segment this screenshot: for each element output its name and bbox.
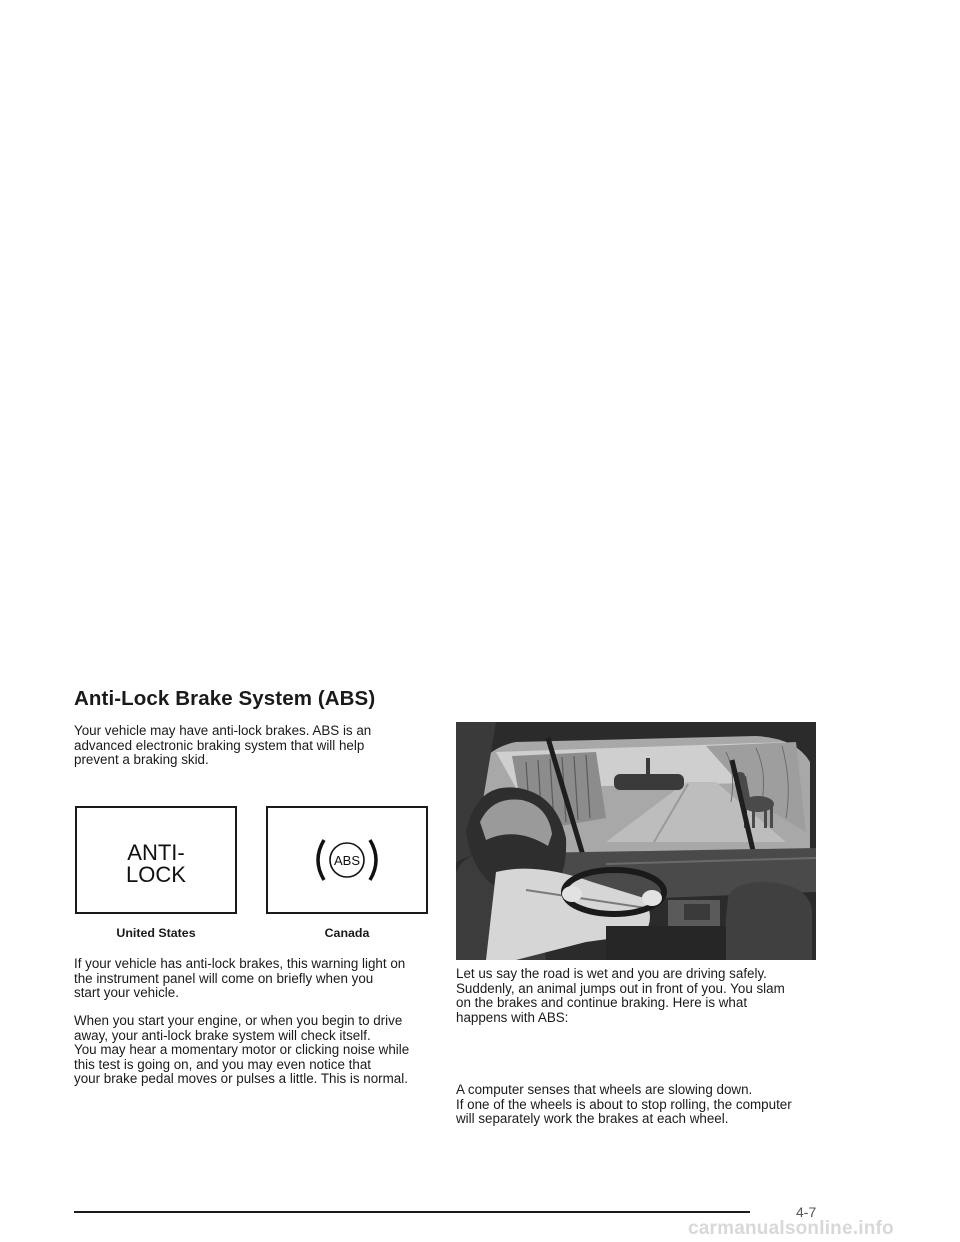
page-number: 4-7: [796, 1204, 817, 1220]
footer-rule: [74, 1211, 750, 1213]
abs-symbol-text: ABS: [333, 853, 361, 868]
computer-paragraph: A computer senses that wheels are slowing down. If one of the wheels is about to stop rolling, the computer will separately work the brakes at each wheel.: [456, 1082, 792, 1126]
self-check-paragraph: When you start your engine, or when you begin to drive away, your anti-lock brake system will check itself. You may hear a momentary motor or clicking noise while this test is going on, and you may even notice that your brake pedal moves or pulses a little. This is normal.: [74, 1013, 410, 1086]
watermark: carmanualsonline.info: [688, 1218, 894, 1239]
warning-light-paragraph: If your vehicle has anti-lock brakes, this warning light on the instrument panel will come on briefly when you start your vehicle.: [74, 956, 406, 1000]
driver-braking-illustration: [456, 722, 816, 960]
anti-lock-warning-symbol: [75, 806, 237, 914]
anti-lock-symbol-text: ANTI- LOCK: [126, 840, 186, 887]
section-title: Anti-Lock Brake System (ABS): [74, 687, 376, 710]
canada-caption: Canada: [324, 926, 370, 940]
abs-warning-symbol: [266, 806, 428, 914]
united-states-caption: United States: [116, 926, 196, 940]
scenario-paragraph: Let us say the road is wet and you are driving safely. Suddenly, an animal jumps out in front of you. You slam on the brakes and continue braking. Here is what happens with ABS:: [456, 966, 785, 1025]
intro-paragraph: Your vehicle may have anti-lock brakes. ABS is an advanced electronic braking system that will help prevent a braking skid.: [74, 723, 372, 767]
abs-icon: [314, 836, 380, 884]
